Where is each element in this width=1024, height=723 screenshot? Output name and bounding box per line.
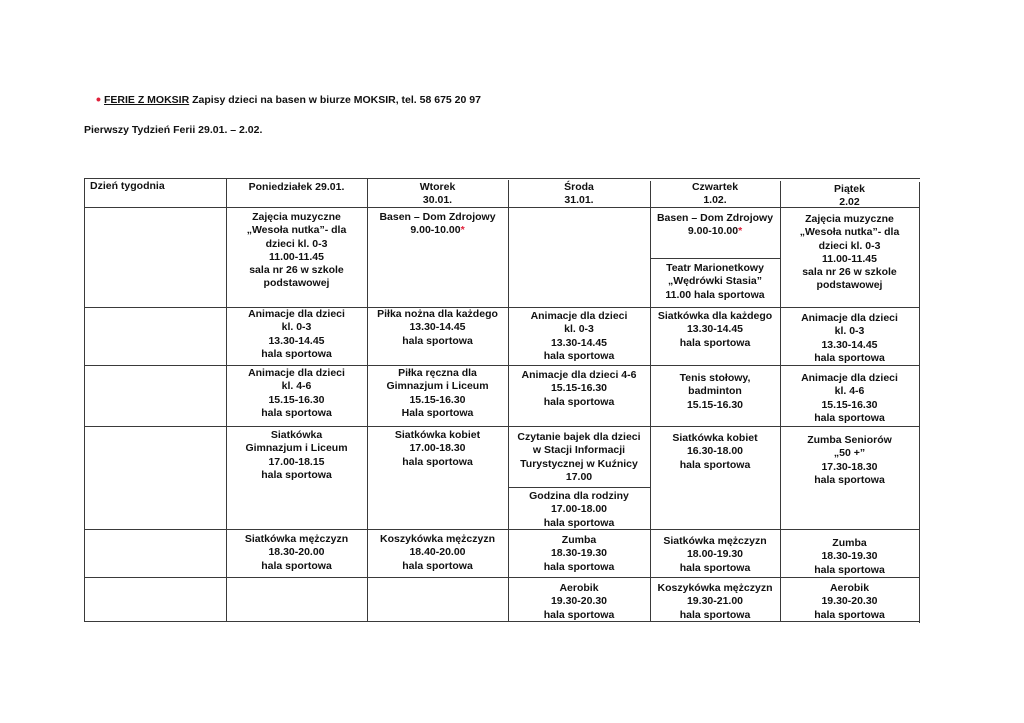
- activity-cell: Czytanie bajek dla dzieci w Stacji Informacji Turystycznej w Kuźnicy 17.00: [517, 431, 641, 483]
- activity-cell: Animacje dla dzieci kl. 0-3 13.30-14.45 hala sportowa: [801, 312, 898, 364]
- day-header-tuesday: Wtorek 30.01.: [419, 181, 456, 207]
- day-header-wednesday: Środa 31.01.: [564, 181, 594, 207]
- activity-cell: Animacje dla dzieci kl. 4-6 15.15-16.30 hala sportowa: [248, 367, 345, 419]
- activity-cell: Zumba 18.30-19.30 hala sportowa: [814, 537, 885, 576]
- day-header-friday: Piątek 2.02: [834, 183, 865, 209]
- activity-cell: Aerobik 19.30-20.30 hala sportowa: [814, 582, 885, 621]
- activity-cell: Tenis stołowy, badminton 15.15-16.30: [679, 372, 751, 411]
- bullet-icon: •: [96, 91, 101, 107]
- activity-cell: Animacje dla dzieci kl. 0-3 13.30-14.45 hala sportowa: [530, 310, 628, 362]
- day-column-label: Dzień tygodnia: [90, 180, 165, 192]
- activity-cell: Godzina dla rodziny 17.00-18.00 hala sportowa: [529, 490, 629, 529]
- activity-cell: Koszykówka mężczyzn 19.30-21.00 hala sportowa: [657, 582, 773, 621]
- day-header-thursday: Czwartek 1.02.: [691, 181, 739, 207]
- activity-cell: Zajęcia muzyczne „Wesoła nutka”- dla dzieci kl. 0-3 11.00-11.45 sala nr 26 w szkole podstawowej: [246, 211, 347, 290]
- activity-cell: Zumba 18.30-19.30 hala sportowa: [543, 534, 615, 573]
- activity-cell: Basen – Dom Zdrojowy 9.00-10.00*: [379, 211, 496, 237]
- activity-cell: Basen – Dom Zdrojowy 9.00-10.00*: [656, 212, 774, 238]
- activity-cell: Siatkówka kobiet 17.00-18.30 hala sportowa: [394, 429, 481, 468]
- activity-cell: Koszykówka mężczyzn 18.40-20.00 hala sportowa: [380, 533, 495, 572]
- activity-cell: Animacje dla dzieci kl. 0-3 13.30-14.45 hala sportowa: [248, 308, 345, 360]
- activity-cell: Siatkówka kobiet 16.30-18.00 hala sportowa: [672, 432, 758, 471]
- activity-cell: Aerobik 19.30-20.30 hala sportowa: [543, 582, 615, 621]
- brand-link[interactable]: FERIE Z MOKSIR: [104, 94, 190, 106]
- day-header-monday: Poniedziałek 29.01.: [248, 181, 345, 193]
- activity-cell: Animacje dla dzieci 4-6 15.15-16.30 hala sportowa: [521, 369, 637, 408]
- activity-cell: Teatr Marionetkowy „Wędrówki Stasia” 11.00 hala sportowa: [665, 262, 765, 301]
- activity-cell: Siatkówka dla każdego 13.30-14.45 hala sportowa: [657, 310, 773, 349]
- activity-cell: Siatkówka mężczyzn 18.00-19.30 hala sportowa: [663, 535, 767, 574]
- activity-cell: Siatkówka mężczyzn 18.30-20.00 hala sportowa: [244, 533, 349, 572]
- week-title: Pierwszy Tydzień Ferii 29.01. – 2.02.: [84, 124, 263, 136]
- header-text: Zapisy dzieci na basen w biurze MOKSIR, tel. 58 675 20 97: [189, 94, 481, 106]
- activity-cell: Piłka ręczna dla Gimnazjum i Liceum 15.15-16.30 Hala sportowa: [386, 367, 489, 419]
- activity-cell: Zumba Seniorów „50 +” 17.30-18.30 hala sportowa: [807, 434, 892, 486]
- activity-cell: Animacje dla dzieci kl. 4-6 15.15-16.30 hala sportowa: [801, 372, 898, 424]
- activity-cell: Piłka nożna dla każdego 13.30-14.45 hala sportowa: [377, 308, 498, 347]
- activity-cell: Zajęcia muzyczne „Wesoła nutka”- dla dzieci kl. 0-3 11.00-11.45 sala nr 26 w szkole podstawowej: [799, 213, 900, 292]
- activity-cell: Siatkówka Gimnazjum i Liceum 17.00-18.15 hala sportowa: [245, 429, 348, 481]
